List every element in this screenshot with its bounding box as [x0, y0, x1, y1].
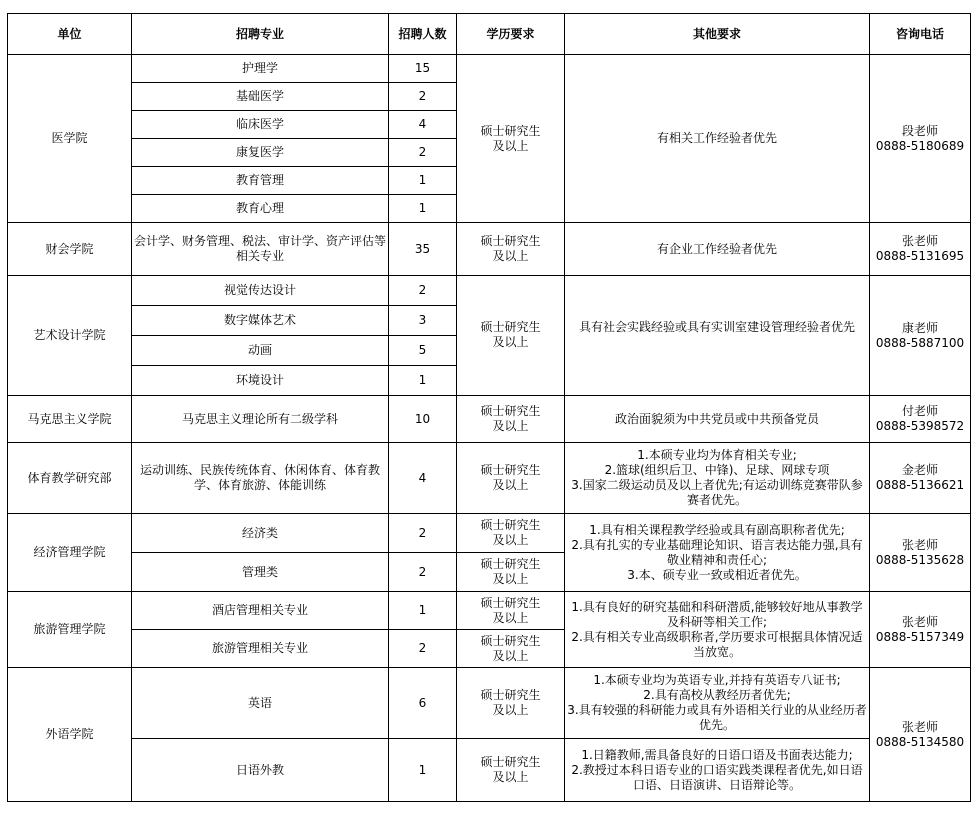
table-row [8, 668, 971, 739]
contact-cell: 张老师 0888-5157349 [870, 592, 971, 668]
count-cell: 1 [389, 739, 457, 802]
major-cell: 会计学、财务管理、税法、审计学、资产评估等相关专业 [132, 223, 389, 276]
major-cell: 教育心理 [132, 195, 389, 223]
major-cell: 日语外教 [132, 739, 389, 802]
count-cell: 2 [389, 514, 457, 553]
contact-cell: 张老师 0888-5131695 [870, 223, 971, 276]
contact-cell: 张老师 0888-5135628 [870, 514, 971, 592]
degree-cell: 硕士研究生 及以上 [457, 276, 565, 396]
other-requirement: 有企业工作经验者优先 [565, 223, 870, 276]
major-cell: 动画 [132, 336, 389, 366]
unit-name: 马克思主义学院 [8, 396, 132, 443]
degree-cell: 硕士研究生 及以上 [457, 55, 565, 223]
count-cell: 2 [389, 276, 457, 306]
count-cell: 1 [389, 592, 457, 630]
count-cell: 5 [389, 336, 457, 366]
degree-cell: 硕士研究生 及以上 [457, 592, 565, 630]
unit-name: 外语学院 [8, 668, 132, 802]
other-requirement: 1.本硕专业均为体育相关专业; 2.篮球(组织后卫、中锋)、足球、网球专项 3.国家二级运动员及以上者优先;有运动训练竞赛带队参赛者优先。 [565, 443, 870, 514]
unit-name: 艺术设计学院 [8, 276, 132, 396]
count-cell: 35 [389, 223, 457, 276]
table-row [8, 739, 971, 802]
other-requirement: 1.具有相关课程教学经验或具有副高职称者优先; 2.具有扎实的专业基础理论知识、语言表达能力强,具有敬业精神和责任心; 3.本、硕专业一致或相近者优先。 [565, 514, 870, 592]
table-row [8, 443, 971, 514]
degree-cell: 硕士研究生 及以上 [457, 514, 565, 553]
major-cell: 马克思主义理论所有二级学科 [132, 396, 389, 443]
other-requirement: 有相关工作经验者优先 [565, 55, 870, 223]
table-row [8, 396, 971, 443]
count-cell: 2 [389, 139, 457, 167]
major-cell: 环境设计 [132, 366, 389, 396]
major-cell: 数字媒体艺术 [132, 306, 389, 336]
degree-cell: 硕士研究生 及以上 [457, 396, 565, 443]
table-row [8, 592, 971, 630]
other-requirement: 政治面貌须为中共党员或中共预备党员 [565, 396, 870, 443]
recruitment-table [7, 13, 971, 802]
degree-cell: 硕士研究生 及以上 [457, 739, 565, 802]
major-cell: 康复医学 [132, 139, 389, 167]
contact-cell: 金老师 0888-5136621 [870, 443, 971, 514]
degree-cell: 硕士研究生 及以上 [457, 223, 565, 276]
table-row [8, 514, 971, 553]
other-requirement: 1.本硕专业均为英语专业,并持有英语专八证书; 2.具有高校从教经历者优先; 3.具有较强的科研能力或具有外语相关行业的从业经历者优先。 [565, 668, 870, 739]
count-cell: 2 [389, 630, 457, 668]
table-row [8, 55, 971, 83]
unit-name: 体育教学研究部 [8, 443, 132, 514]
contact-cell: 付老师 0888-5398572 [870, 396, 971, 443]
degree-cell: 硕士研究生 及以上 [457, 630, 565, 668]
header-degree: 学历要求 [457, 14, 565, 55]
count-cell: 15 [389, 55, 457, 83]
header-row [8, 14, 971, 55]
header-count: 招聘人数 [389, 14, 457, 55]
other-requirement: 1.日籍教师,需具备良好的日语口语及书面表达能力; 2.教授过本科日语专业的口语实践类课程者优先,如日语口语、日语演讲、日语辩论等。 [565, 739, 870, 802]
other-requirement: 1.具有良好的研究基础和科研潜质,能够较好地从事教学及科研等相关工作; 2.具有相关专业高级职称者,学历要求可根据具体情况适当放宽。 [565, 592, 870, 668]
major-cell: 教育管理 [132, 167, 389, 195]
count-cell: 1 [389, 167, 457, 195]
major-cell: 英语 [132, 668, 389, 739]
contact-cell: 康老师 0888-5887100 [870, 276, 971, 396]
table-row [8, 223, 971, 276]
major-cell: 护理学 [132, 55, 389, 83]
degree-cell: 硕士研究生 及以上 [457, 668, 565, 739]
header-major: 招聘专业 [132, 14, 389, 55]
count-cell: 1 [389, 195, 457, 223]
major-cell: 视觉传达设计 [132, 276, 389, 306]
major-cell: 旅游管理相关专业 [132, 630, 389, 668]
contact-cell: 段老师 0888-5180689 [870, 55, 971, 223]
count-cell: 2 [389, 83, 457, 111]
count-cell: 1 [389, 366, 457, 396]
count-cell: 6 [389, 668, 457, 739]
header-contact: 咨询电话 [870, 14, 971, 55]
degree-cell: 硕士研究生 及以上 [457, 443, 565, 514]
count-cell: 3 [389, 306, 457, 336]
count-cell: 4 [389, 111, 457, 139]
count-cell: 4 [389, 443, 457, 514]
table-row [8, 276, 971, 306]
contact-cell: 张老师 0888-5134580 [870, 668, 971, 802]
major-cell: 管理类 [132, 553, 389, 592]
degree-cell: 硕士研究生 及以上 [457, 553, 565, 592]
major-cell: 经济类 [132, 514, 389, 553]
major-cell: 基础医学 [132, 83, 389, 111]
unit-name: 旅游管理学院 [8, 592, 132, 668]
major-cell: 运动训练、民族传统体育、休闲体育、体育教学、体育旅游、体能训练 [132, 443, 389, 514]
header-unit: 单位 [8, 14, 132, 55]
unit-name: 经济管理学院 [8, 514, 132, 592]
other-requirement: 具有社会实践经验或具有实训室建设管理经验者优先 [565, 276, 870, 396]
count-cell: 2 [389, 553, 457, 592]
unit-name: 医学院 [8, 55, 132, 223]
count-cell: 10 [389, 396, 457, 443]
unit-name: 财会学院 [8, 223, 132, 276]
major-cell: 临床医学 [132, 111, 389, 139]
major-cell: 酒店管理相关专业 [132, 592, 389, 630]
header-other: 其他要求 [565, 14, 870, 55]
